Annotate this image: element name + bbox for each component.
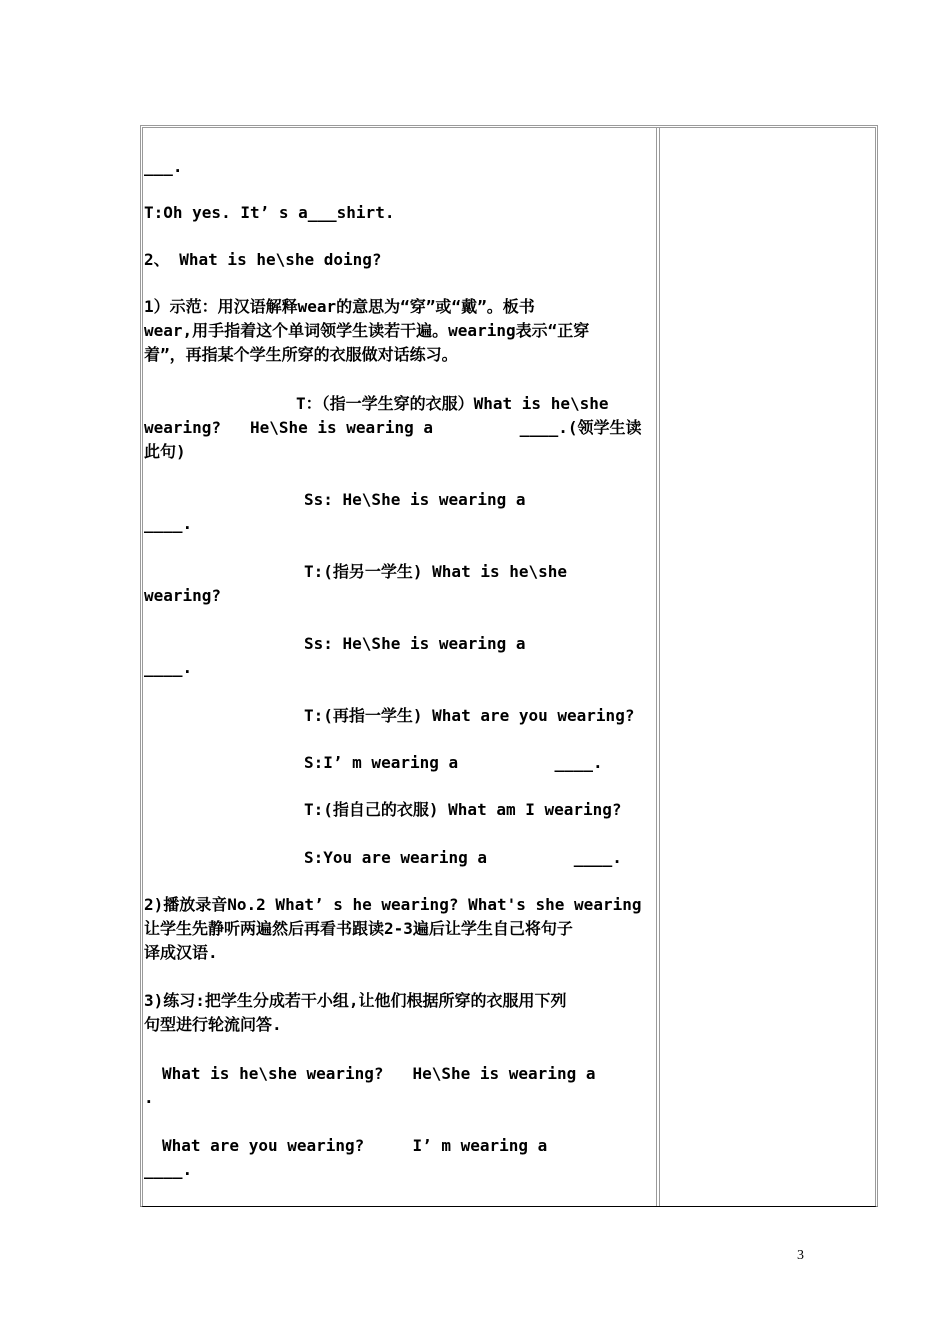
recording-step-line-3: 译成汉语. [144, 943, 218, 962]
dialogue-students-1: Ss: He\She is wearing a [304, 490, 526, 509]
dialogue-student-3: S:I’ m wearing a ____. [304, 753, 603, 772]
lesson-table [140, 125, 878, 1207]
section-heading-doing: 2、 What is he\she doing? [144, 250, 382, 269]
instruction-line-1: 1）示范：用汉语解释wear的意思为“穿”或“戴”。板书 [144, 297, 535, 316]
recording-step-line-2: 让学生先静听两遍然后再看书跟读2-3遍后让学生自己将句子 [144, 919, 573, 938]
practice-step-line-1: 3)练习:把学生分成若干小组,让他们根据所穿的衣服用下列 [144, 991, 567, 1010]
text-line-shirt: T:Oh yes. It’ s a___shirt. [144, 203, 395, 222]
table-column-divider [656, 128, 660, 1206]
instruction-line-3: 着”，再指某个学生所穿的衣服做对话练习。 [144, 345, 458, 364]
dialogue-teacher-4: T:(指自己的衣服) What am I wearing? [304, 800, 622, 819]
dialogue-students-2: Ss: He\She is wearing a [304, 634, 526, 653]
recording-step-line-1: 2)播放录音No.2 What’ s he wearing? What's she wearing [144, 895, 642, 914]
practice-step-line-2: 句型进行轮流问答. [144, 1015, 282, 1034]
practice-pattern-1: What is he\she wearing? He\She is wearing a [162, 1064, 596, 1083]
dialogue-teacher-1-cont2: 此句) [144, 442, 186, 461]
dialogue-teacher-1-cont: wearing? He\She is wearing a ____.(领学生读 [144, 418, 642, 437]
dialogue-student-4: S:You are wearing a ____. [304, 848, 622, 867]
page-number: 3 [797, 1248, 804, 1263]
practice-pattern-2: What are you wearing? I’ m wearing a [162, 1136, 548, 1155]
text-line-blank: ___. [144, 157, 183, 176]
practice-pattern-2-blank: ____. [144, 1160, 193, 1179]
dialogue-students-1-blank: ____. [144, 514, 193, 533]
dialogue-teacher-2: T:(指另一学生) What is he\she [304, 562, 568, 581]
practice-pattern-1-end: . [144, 1088, 154, 1107]
dialogue-students-2-blank: ____. [144, 658, 193, 677]
dialogue-teacher-1: T：（指一学生穿的衣服）What is he\she [296, 394, 609, 413]
dialogue-teacher-2-cont: wearing? [144, 586, 222, 605]
instruction-line-2: wear,用手指着这个单词领学生读若干遍。wearing表示“正穿 [144, 321, 590, 340]
dialogue-teacher-3: T:(再指一学生) What are you wearing? [304, 706, 635, 725]
